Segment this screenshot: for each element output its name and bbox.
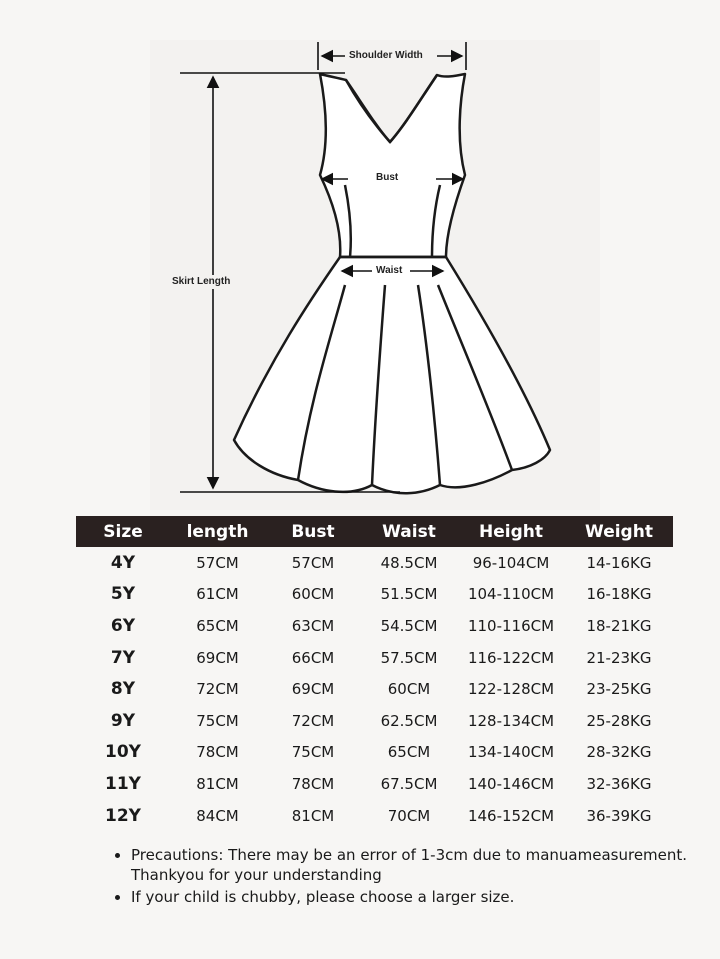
bust-cell: 63CM xyxy=(291,616,335,635)
size-cell: 10Y xyxy=(105,742,141,763)
length-cell: 81CM xyxy=(196,774,239,793)
shoulder-width-label: Shoulder Width xyxy=(349,50,423,61)
length-cell: 75CM xyxy=(196,711,239,730)
waist-cell: 48.5CM xyxy=(380,553,438,572)
waist-cell: 65CM xyxy=(387,743,431,762)
table-row xyxy=(76,768,673,800)
weight-cell: 32-36KG xyxy=(586,774,652,793)
table-header-row xyxy=(76,516,673,547)
waist-cell: 70CM xyxy=(387,806,431,825)
size-cell: 4Y xyxy=(110,552,136,573)
size-cell: 6Y xyxy=(110,615,136,636)
table-row xyxy=(76,705,673,737)
length-cell: 78CM xyxy=(196,743,239,762)
skirt-length-label: Skirt Length xyxy=(172,276,231,287)
height-cell: 146-152CM xyxy=(467,806,555,825)
weight-cell: 14-16KG xyxy=(586,553,652,572)
weight-cell: 25-28KG xyxy=(586,711,652,730)
header-length: length xyxy=(170,516,265,547)
length-cell: 65CM xyxy=(196,616,239,635)
table-row xyxy=(76,579,673,611)
bust-cell: 72CM xyxy=(291,711,335,730)
table-row xyxy=(76,737,673,769)
waist-cell: 54.5CM xyxy=(380,616,438,635)
weight-cell: 21-23KG xyxy=(586,648,652,667)
size-cell: 5Y xyxy=(110,584,136,605)
height-cell: 134-140CM xyxy=(467,743,555,762)
weight-cell: 36-39KG xyxy=(586,806,652,825)
waist-cell: 60CM xyxy=(387,680,431,699)
table-row xyxy=(76,800,673,832)
height-cell: 116-122CM xyxy=(467,648,555,667)
height-cell: 128-134CM xyxy=(467,711,555,730)
table-row xyxy=(76,673,673,705)
length-cell: 61CM xyxy=(196,585,239,604)
waist-cell: 51.5CM xyxy=(380,585,438,604)
height-cell: 110-116CM xyxy=(467,616,555,635)
bust-cell: 66CM xyxy=(291,648,335,667)
waist-cell: 67.5CM xyxy=(380,774,438,793)
height-cell: 96-104CM xyxy=(472,553,550,572)
height-cell: 122-128CM xyxy=(467,680,555,699)
waist-label: Waist xyxy=(376,265,403,276)
header-bust: Bust xyxy=(265,516,361,547)
size-chart-table xyxy=(76,516,673,831)
waist-cell: 57.5CM xyxy=(380,648,438,667)
height-cell: 104-110CM xyxy=(467,585,555,604)
length-cell: 57CM xyxy=(196,553,239,572)
length-cell: 84CM xyxy=(196,806,239,825)
bust-cell: 57CM xyxy=(291,553,335,572)
chubby-note: • If your child is chubby, please choose a larger size. xyxy=(131,887,711,907)
size-notes xyxy=(113,845,711,909)
table-row xyxy=(76,547,673,579)
weight-cell: 28-32KG xyxy=(586,743,652,762)
header-waist: Waist xyxy=(361,516,457,547)
bust-cell: 60CM xyxy=(291,585,335,604)
bust-cell: 81CM xyxy=(291,806,335,825)
table-row xyxy=(76,610,673,642)
header-size: Size xyxy=(76,516,170,547)
size-cell: 9Y xyxy=(110,710,136,731)
header-height: Height xyxy=(457,516,565,547)
size-cell: 8Y xyxy=(110,679,136,700)
bust-cell: 78CM xyxy=(291,774,335,793)
table-row xyxy=(76,642,673,674)
weight-cell: 16-18KG xyxy=(586,585,652,604)
weight-cell: 23-25KG xyxy=(586,680,652,699)
size-cell: 11Y xyxy=(105,773,141,794)
length-cell: 72CM xyxy=(196,680,239,699)
height-cell: 140-146CM xyxy=(467,774,555,793)
size-cell: 7Y xyxy=(110,647,136,668)
waist-cell: 62.5CM xyxy=(380,711,438,730)
weight-cell: 18-21KG xyxy=(586,616,652,635)
length-cell: 69CM xyxy=(196,648,239,667)
bust-cell: 75CM xyxy=(291,743,335,762)
bust-cell: 69CM xyxy=(291,680,335,699)
bust-label: Bust xyxy=(376,172,399,183)
precaution-note: • Precautions: There may be an error of 1-3cm due to manuameasurement. Thankyou for your understanding xyxy=(131,845,711,885)
header-weight: Weight xyxy=(565,516,673,547)
size-cell: 12Y xyxy=(105,805,141,826)
